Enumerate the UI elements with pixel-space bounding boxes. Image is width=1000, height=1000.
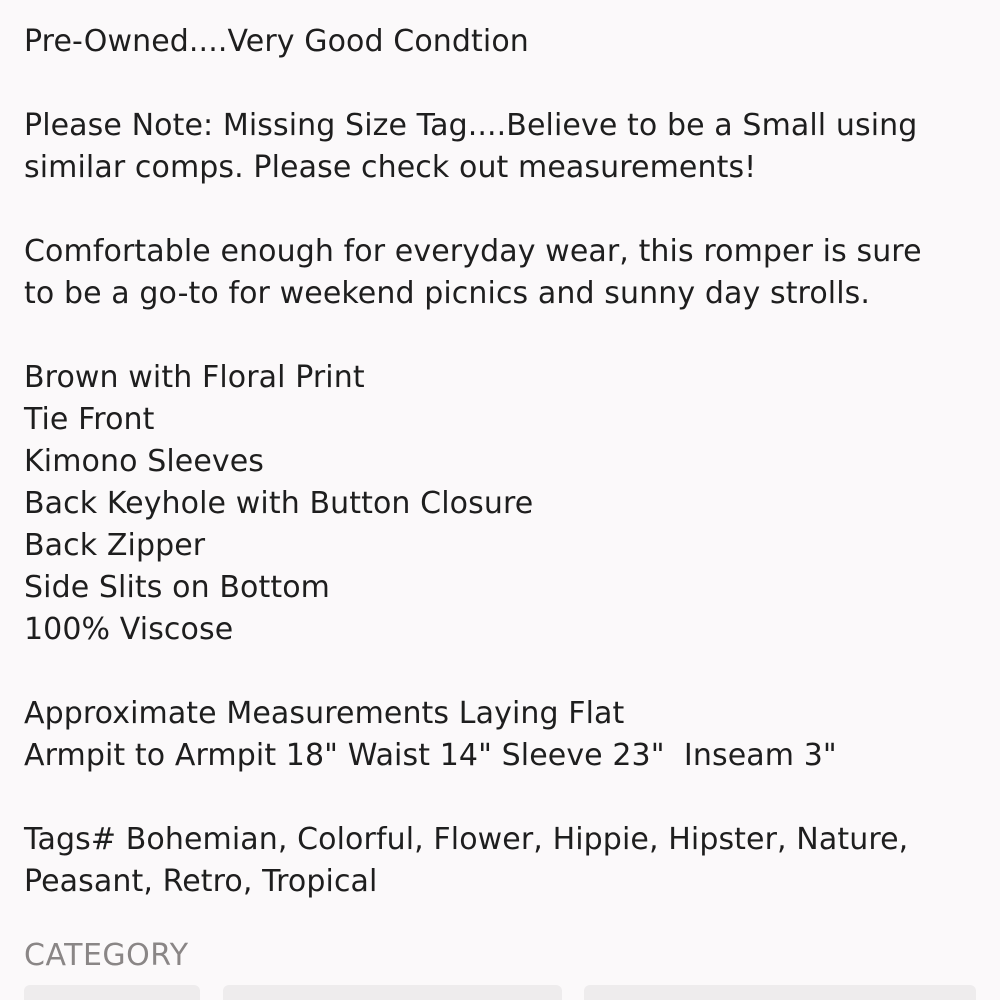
category-heading: CATEGORY <box>24 938 189 973</box>
tags-line-1: Tags# Bohemian, Colorful, Flower, Hippie, Hipster, Nature, <box>24 822 909 857</box>
condition-text: Pre-Owned....Very Good Condtion <box>24 24 529 59</box>
feature-item: Brown with Floral Print <box>24 360 365 395</box>
spacer <box>24 189 984 231</box>
spacer <box>24 651 984 693</box>
blurb-text-line-1: Comfortable enough for everyday wear, this romper is sure <box>24 234 922 269</box>
item-description <box>24 21 984 903</box>
feature-item: Back Zipper <box>24 528 206 563</box>
measurements-values: Armpit to Armpit 18" Waist 14" Sleeve 23" Inseam 3" <box>24 738 837 773</box>
category-chip[interactable] <box>584 985 976 1000</box>
spacer <box>24 777 984 819</box>
feature-item: Back Keyhole with Button Closure <box>24 486 534 521</box>
feature-item: Kimono Sleeves <box>24 444 265 479</box>
note-text-line-1: Please Note: Missing Size Tag....Believe to be a Small using <box>24 108 918 143</box>
tags-line-2: Peasant, Retro, Tropical <box>24 864 378 899</box>
category-chip[interactable] <box>223 985 562 1000</box>
feature-item: Side Slits on Bottom <box>24 570 330 605</box>
blurb-text-line-2: to be a go-to for weekend picnics and sunny day strolls. <box>24 276 871 311</box>
spacer <box>24 315 984 357</box>
note-text-line-2: similar comps. Please check out measurements! <box>24 150 757 185</box>
measurements-title: Approximate Measurements Laying Flat <box>24 696 625 731</box>
feature-item: Tie Front <box>24 402 155 437</box>
spacer <box>24 63 984 105</box>
feature-item: 100% Viscose <box>24 612 234 647</box>
category-chip[interactable] <box>24 985 200 1000</box>
